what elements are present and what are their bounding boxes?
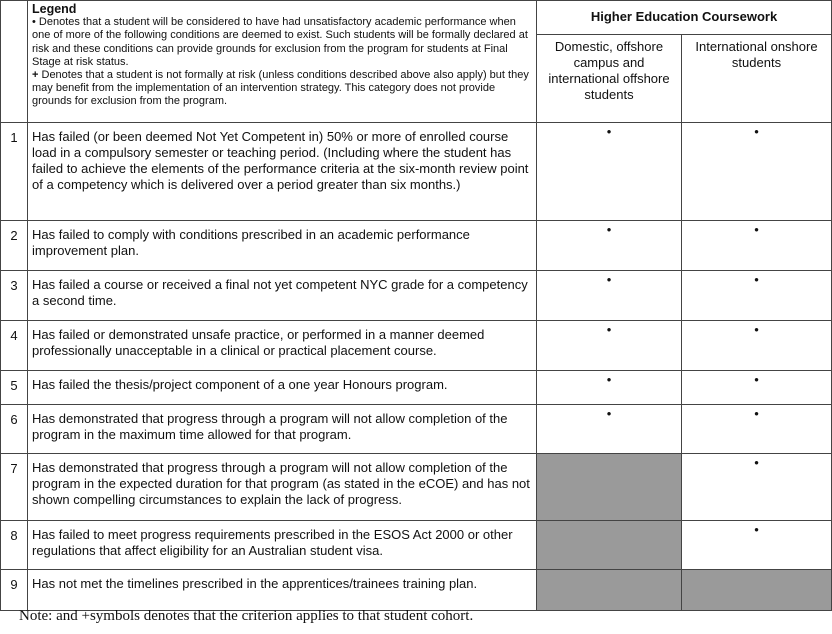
criterion-text: Has failed or demonstrated unsafe practice, or performed in a manner deemed professionally unacceptable in a clinical or practical placement course. bbox=[28, 321, 537, 371]
criterion-text: Has demonstrated that progress through a program will not allow completion of the program in the maximum time allowed for that program. bbox=[28, 405, 537, 454]
table-row bbox=[1, 371, 832, 405]
applies-domestic-cell bbox=[537, 271, 682, 321]
bullet-icon: • bbox=[606, 222, 612, 237]
applies-international-cell bbox=[682, 271, 832, 321]
applies-domestic-cell bbox=[537, 371, 682, 405]
row-number: 2 bbox=[1, 221, 28, 271]
row-number: 3 bbox=[1, 271, 28, 321]
legend-bullet-line: • Denotes that a student will be considered to have had unsatisfactory academic performance when one of more of the following conditions are deemed to exist. Such students will be formally declared at risk and these conditions can provide grounds for exclusion from the program for students at Final Stage at risk status. bbox=[32, 16, 528, 68]
applies-domestic-cell bbox=[537, 521, 682, 570]
applies-domestic-cell bbox=[537, 221, 682, 271]
bullet-icon: • bbox=[606, 322, 612, 337]
table-row bbox=[1, 521, 832, 570]
bullet-icon: • bbox=[754, 372, 759, 387]
bullet-icon: • bbox=[754, 522, 759, 537]
criterion-text: Has not met the timelines prescribed in the apprentices/trainees training plan. bbox=[28, 570, 537, 611]
table-row bbox=[1, 271, 832, 321]
column-header-domestic: Domestic, offshore campus and international offshore students bbox=[537, 35, 682, 123]
criterion-text: Has failed (or been deemed Not Yet Competent in) 50% or more of enrolled course load in a compulsory semester or teaching period. (Including where the student has failed to achieve the elements of the performance criteria at the six-month review point of a competency which is delivered over a period greater than six months.) bbox=[28, 123, 537, 221]
row-number: 1 bbox=[1, 123, 28, 221]
legend bbox=[28, 1, 537, 123]
row-number: 8 bbox=[1, 521, 28, 570]
table-row bbox=[1, 123, 832, 221]
applies-international-cell bbox=[682, 570, 832, 611]
footnote: Note: and +symbols denotes that the criterion applies to that student cohort. bbox=[19, 608, 474, 624]
applies-international-cell bbox=[682, 123, 832, 221]
bullet-icon: • bbox=[754, 124, 759, 139]
table-row bbox=[1, 454, 832, 521]
criterion-text: Has demonstrated that progress through a program will not allow completion of the program in the expected duration for that program (as stated in the eCOE) and has not shown compelling circumstances to explain the lack of progress. bbox=[28, 454, 537, 521]
higher-education-header: Higher Education Coursework bbox=[537, 1, 832, 35]
bullet-icon: • bbox=[754, 222, 759, 237]
legend-title: Legend bbox=[32, 2, 77, 16]
applies-domestic-cell bbox=[537, 570, 682, 611]
applies-domestic-cell bbox=[537, 321, 682, 371]
criterion-text: Has failed to meet progress requirements prescribed in the ESOS Act 2000 or other regulations that affect eligibility for an Australian student visa. bbox=[28, 521, 537, 570]
criterion-text: Has failed the thesis/project component of a one year Honours program. bbox=[28, 371, 537, 405]
applies-international-cell bbox=[682, 221, 832, 271]
row-number: 9 bbox=[1, 570, 28, 611]
applies-international-cell bbox=[682, 371, 832, 405]
bullet-icon: • bbox=[606, 372, 612, 387]
applies-domestic-cell bbox=[537, 454, 682, 521]
legend-number-cell bbox=[1, 1, 28, 123]
criteria-rows bbox=[1, 123, 832, 611]
bullet-icon: • bbox=[754, 406, 759, 421]
table-row bbox=[1, 405, 832, 454]
criterion-text: Has failed a course or received a final not yet competent NYC grade for a competency a second time. bbox=[28, 271, 537, 321]
table-row bbox=[1, 221, 832, 271]
applies-domestic-cell bbox=[537, 123, 682, 221]
table-row bbox=[1, 570, 832, 611]
column-header-international: International onshore students bbox=[682, 35, 832, 123]
bullet-icon: • bbox=[754, 322, 759, 337]
applies-international-cell bbox=[682, 454, 832, 521]
bullet-icon: • bbox=[606, 406, 612, 421]
row-number: 6 bbox=[1, 405, 28, 454]
plus-symbol: + bbox=[32, 69, 39, 82]
table-row bbox=[1, 321, 832, 371]
bullet-icon: • bbox=[754, 455, 759, 470]
applies-international-cell bbox=[682, 321, 832, 371]
bullet-icon: • bbox=[606, 124, 612, 139]
row-number: 7 bbox=[1, 454, 28, 521]
criterion-text: Has failed to comply with conditions prescribed in an academic performance improvement plan. bbox=[28, 221, 537, 271]
applies-international-cell bbox=[682, 521, 832, 570]
legend-plus-line: + Denotes that a student is not formally at risk (unless conditions described above also apply) but they may benefit from the implementation of an intervention strategy. This category does not provide grounds for exclusion from the program. bbox=[32, 69, 529, 108]
applies-domestic-cell bbox=[537, 405, 682, 454]
row-number: 5 bbox=[1, 371, 28, 405]
row-number: 4 bbox=[1, 321, 28, 371]
bullet-icon: • bbox=[754, 272, 759, 287]
applies-international-cell bbox=[682, 405, 832, 454]
bullet-icon: • bbox=[606, 272, 612, 287]
